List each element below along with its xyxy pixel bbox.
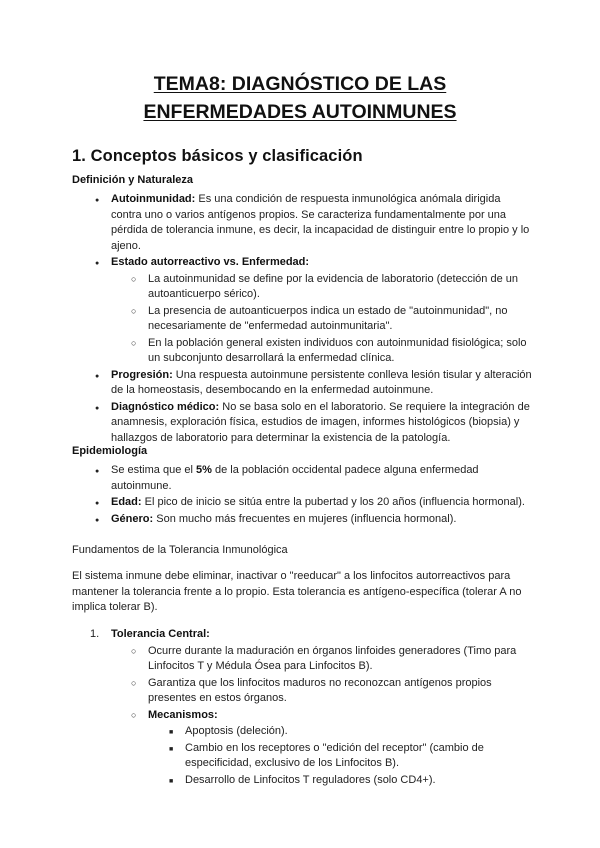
- sub-list-item: [129, 272, 527, 303]
- subheading-definicion: Definición y Naturaleza: [72, 174, 194, 186]
- item-label: Género:: [111, 512, 154, 525]
- sub-sub-list: [166, 724, 526, 788]
- sub-list: [129, 272, 527, 367]
- sub-item-text: Ocurre durante la maduración en órganos linfoides generadores (Timo para Linfocitos T y Médula Ósea para Linfocitos B).: [148, 644, 517, 672]
- sub-sub-list-item: [166, 741, 526, 772]
- list-item: [92, 512, 532, 528]
- sub-item-text: En la población general existen individuos con autoinmunidad fisiológica; solo un subconjunto desarrollará la enfermedad clínica.: [148, 336, 527, 364]
- item-label: Progresión:: [111, 368, 173, 381]
- fundamentos-heading: Fundamentos de la Tolerancia Inmunológica: [72, 544, 288, 556]
- item-text: El pico de inicio se sitúa entre la pubertad y los 20 años (influencia hormonal).: [141, 496, 525, 508]
- tolerancia-list: [92, 627, 532, 788]
- list-item: [92, 627, 532, 788]
- sub-item-text: Garantiza que los linfocitos maduros no reconozcan antígenos propios presentes en estos órganos.: [148, 676, 492, 704]
- sub-list: [129, 644, 527, 789]
- item-highlight: 5%: [196, 464, 212, 476]
- sub-sub-list-item: [166, 724, 526, 740]
- sub-item-text: La autoinmunidad se define por la evidencia de laboratorio (detección de un autoanticuerpo sérico).: [148, 272, 518, 300]
- page-title-line-1: TEMA8: DIAGNÓSTICO DE LAS: [153, 73, 447, 95]
- item-text: Son mucho más frecuentes en mujeres (influencia hormonal).: [153, 512, 457, 525]
- item-label: Edad:: [111, 496, 142, 508]
- item-text: de la población occidental padece alguna enfermedad autoinmune.: [111, 464, 479, 492]
- epidemiologia-list: [92, 463, 532, 527]
- section-heading-conceptos: 1. Conceptos básicos y clasificación: [72, 147, 363, 165]
- list-number: 1.: [90, 628, 100, 640]
- item-label: Estado autorreactivo vs. Enfermedad:: [111, 256, 310, 268]
- sub-list-item: [129, 336, 527, 367]
- sub-list-item: [129, 708, 527, 789]
- page-title: [60, 70, 540, 126]
- item-text: Es una condición de respuesta inmunológica anómala dirigida contra uno o varios antígenos propios. Se caracteriza fundamentalmente por una pérdida de tolerancia inmune, es decir, la incapacidad de distinguir entre lo propio y lo ajeno.: [111, 193, 530, 252]
- sub-list-item: [129, 644, 527, 675]
- fundamentos-paragraph: El sistema inmune debe eliminar, inactivar o "reeducar" a los linfocitos autorreactivos para mantener la tolerancia frente a lo propio. Esta tolerancia es antígeno-específica (tolerar A no implica tolerar B).: [72, 570, 522, 613]
- sub-list-item: [129, 676, 527, 707]
- list-item: [92, 495, 532, 511]
- item-label: Autoinmunidad:: [111, 193, 196, 205]
- sub-sub-item-text: Apoptosis (deleción).: [185, 725, 288, 737]
- subheading-epidemiologia: Epidemiología: [72, 445, 148, 457]
- list-item: [92, 463, 532, 494]
- sub-sub-item-text: Cambio en los receptores o "edición del receptor" (cambio de especificidad, exclusivo de los Linfocitos B).: [185, 741, 484, 769]
- item-text: Se estima que el: [111, 464, 196, 476]
- item-label: Tolerancia Central:: [111, 628, 210, 640]
- list-item: [92, 368, 532, 399]
- page-title-line-2: ENFERMEDADES AUTOINMUNES: [143, 101, 457, 123]
- list-item: [92, 192, 532, 254]
- mecanismos-label: Mecanismos:: [148, 708, 218, 721]
- item-text: Una respuesta autoinmune persistente conlleva lesión tisular y alteración de la homeostasis, desembocando en la enfermedad autoinmune.: [111, 368, 532, 396]
- item-label: Diagnóstico médico:: [111, 400, 220, 413]
- sub-sub-list-item: [166, 773, 526, 789]
- definicion-list: [92, 192, 532, 446]
- sub-list-item: [129, 304, 527, 335]
- list-item: [92, 400, 532, 447]
- sub-item-text: La presencia de autoanticuerpos indica un estado de "autoinmunidad", no necesariamente de "enfermedad autoinmunitaria".: [148, 304, 508, 332]
- list-item: [92, 255, 532, 367]
- item-text: No se basa solo en el laboratorio. Se requiere la integración de anamnesis, exploración física, estudios de imagen, informes histológicos (biopsia) y hallazgos de laboratorio para determinar la existencia de la patología.: [111, 400, 530, 444]
- sub-sub-item-text: Desarrollo de Linfocitos T reguladores (solo CD4+).: [185, 773, 436, 786]
